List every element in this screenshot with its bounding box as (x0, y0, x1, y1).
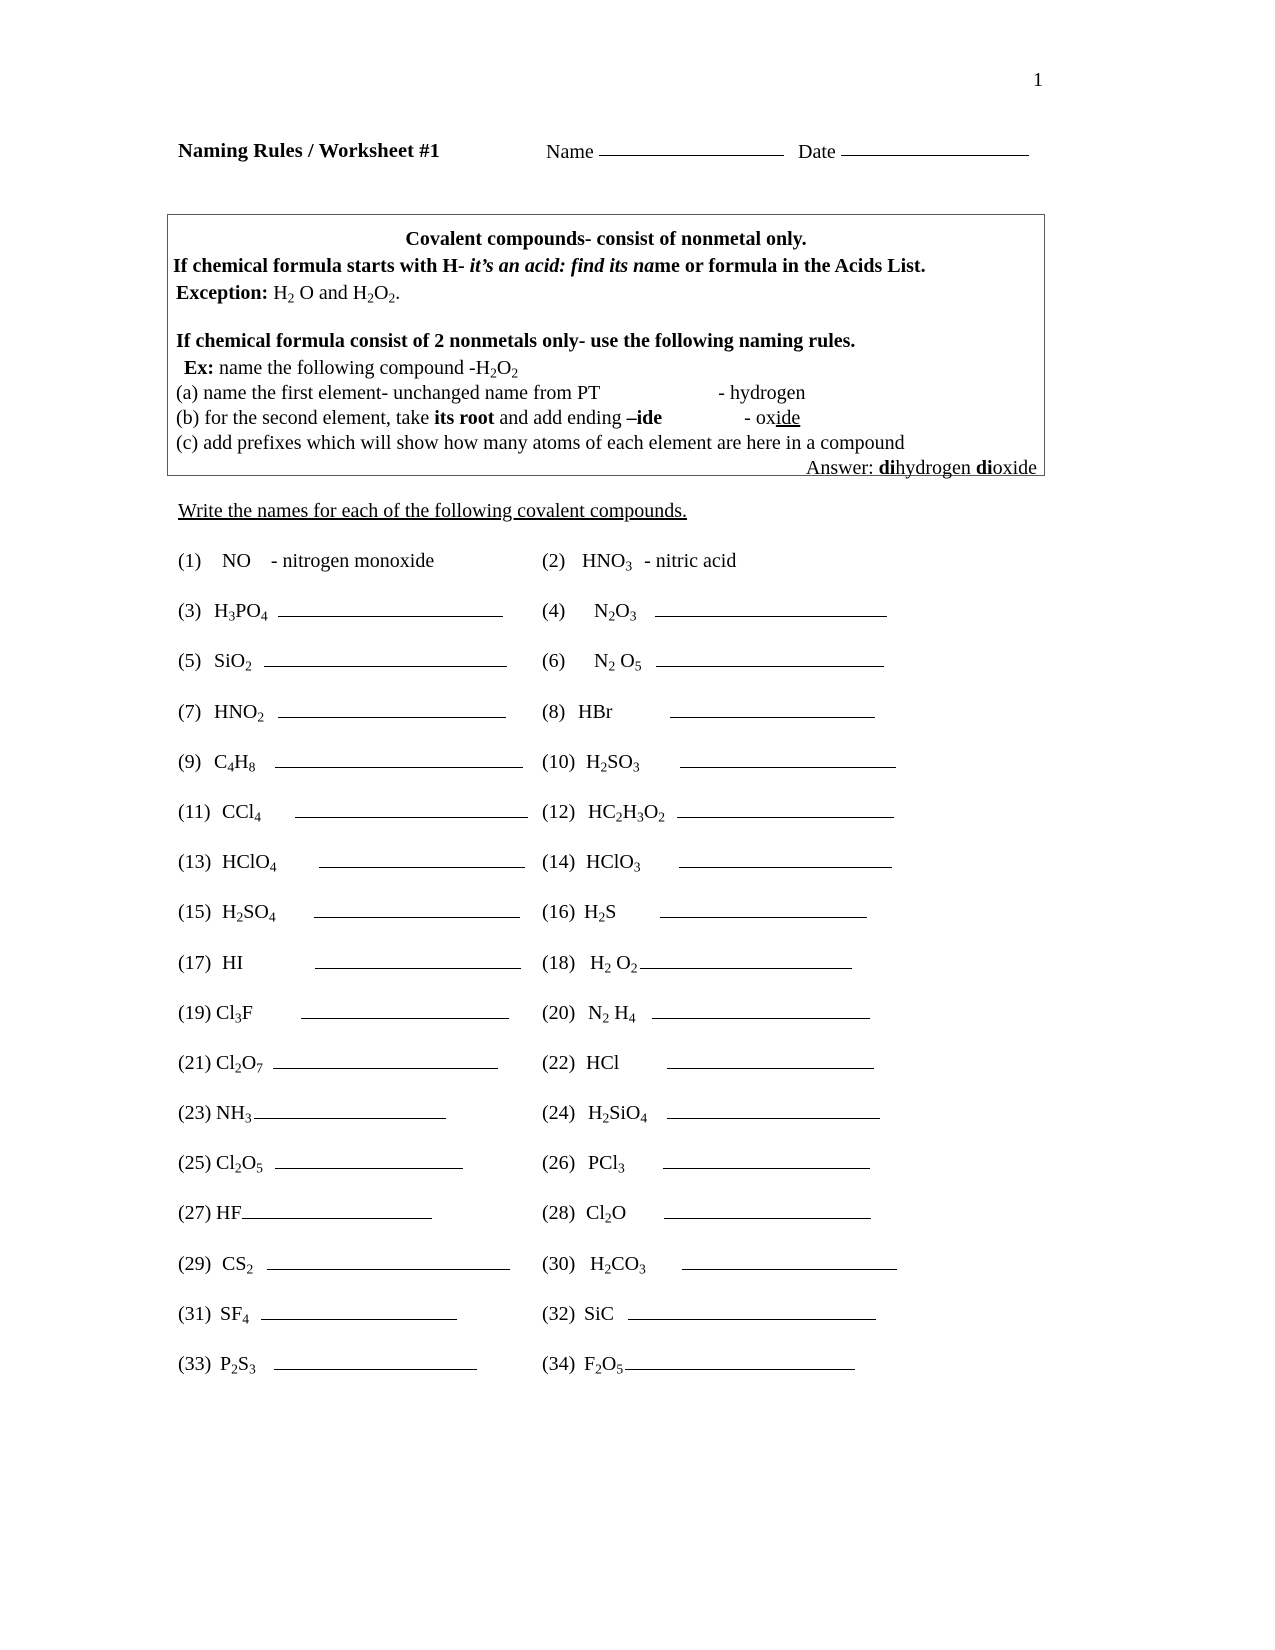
date-write-in-line[interactable] (841, 155, 1029, 156)
chemical-formula: $CS_2$ (222, 1252, 254, 1277)
question-item (178, 1150, 463, 1176)
question-item (178, 1351, 477, 1377)
answer-blank-line[interactable] (680, 752, 896, 768)
question-row (0, 950, 1275, 1000)
answer-blank-line[interactable] (640, 953, 852, 969)
chemical-formula: SiC (584, 1302, 615, 1325)
question-item (178, 699, 506, 725)
question-row (0, 1150, 1275, 1200)
exception-line (176, 281, 400, 306)
answer-blank-line[interactable] (278, 702, 506, 718)
answer-blank-line[interactable] (242, 1203, 432, 1219)
acid-rule-pre: If chemical formula starts with H- (173, 255, 470, 277)
question-number: (23) (178, 1102, 212, 1125)
chemical-formula: NO (222, 550, 251, 572)
question-row (0, 1301, 1275, 1351)
answer-blank-line[interactable] (682, 1254, 897, 1270)
question-row (0, 1351, 1275, 1401)
question-number: (4) (542, 600, 566, 623)
question-row (0, 849, 1275, 899)
example-sub-2: 2 (511, 365, 519, 381)
chemical-formula: $P_2S_3$ (220, 1353, 256, 1377)
page-number: 1 (1033, 69, 1043, 91)
example-sub-1: 2 (490, 365, 497, 381)
answer-blank-line[interactable] (655, 601, 887, 617)
question-number: (2) (542, 550, 566, 572)
question-item (178, 849, 525, 875)
chemical-formula: $HNO_2$ (214, 700, 265, 724)
question-item (542, 749, 896, 775)
date-label-text: Date (798, 141, 836, 163)
rule-b-answer-pre: - ox (744, 407, 776, 429)
answer-blank-line[interactable] (275, 752, 523, 768)
question-number: (14) (542, 851, 576, 874)
question-number: (21) (178, 1051, 212, 1074)
question-item (178, 899, 520, 925)
chemical-formula: HI (222, 951, 244, 974)
answer-label: Answer: (805, 457, 879, 479)
exception-o: O (374, 282, 389, 304)
question-number: (13) (178, 851, 212, 874)
answer-blank-line[interactable] (315, 953, 521, 969)
rule-b-answer-underline: ide (775, 407, 801, 429)
answer-blank-line[interactable] (628, 1304, 876, 1320)
question-item (178, 598, 503, 624)
chemical-formula: PCl$_3$ (588, 1152, 625, 1176)
example-text: name the following compound -H (219, 357, 491, 379)
answer-blank-line[interactable] (261, 1304, 457, 1320)
answer-blank-line[interactable] (295, 802, 528, 818)
question-row (0, 699, 1275, 749)
chemical-formula: $H_2SiO_4$ (588, 1102, 648, 1126)
question-number: (32) (542, 1302, 576, 1325)
answer-hydrogen: hydrogen (895, 457, 976, 479)
acid-rule-italic: it’s an acid: find its na (469, 255, 655, 277)
question-number: (16) (542, 901, 576, 924)
question-row (0, 598, 1275, 648)
chemical-formula: HClO$_4$ (222, 851, 277, 875)
question-item (178, 1100, 446, 1126)
question-number: (17) (178, 951, 212, 974)
rule-b-line (176, 406, 800, 431)
answer-blank-line[interactable] (314, 902, 520, 918)
question-number: (10) (542, 750, 576, 773)
question-row (0, 1050, 1275, 1100)
question-number: (20) (542, 1001, 576, 1024)
answer-blank-line[interactable] (667, 1103, 880, 1119)
question-item (178, 1301, 457, 1327)
page-title: Naming Rules / Worksheet #1 (178, 140, 441, 162)
question-number: (19) (178, 1001, 212, 1024)
chemical-formula: $N_2$ $O_5$ (594, 650, 642, 674)
chemical-formula: $F_2O_5$ (584, 1353, 624, 1377)
answer-blank-line[interactable] (267, 1254, 510, 1270)
chemical-formula: $SF_4$ (220, 1302, 250, 1327)
question-row (0, 899, 1275, 949)
exception-end: . (395, 282, 401, 304)
chemical-formula: $HNO_3$ (582, 550, 633, 574)
question-item (542, 1251, 897, 1277)
question-number: (3) (178, 600, 202, 623)
answer-blank-line[interactable] (664, 1203, 871, 1219)
exception-sub-1: 2 (287, 290, 295, 306)
chemical-formula: $N_2O_3$ (594, 600, 637, 624)
question-number: (26) (542, 1152, 576, 1175)
question-number: (33) (178, 1353, 212, 1375)
chemical-formula: $Cl_2O_5$ (216, 1152, 263, 1176)
question-number: (34) (542, 1353, 576, 1375)
example-line (184, 356, 518, 381)
question-item (178, 548, 434, 574)
chemical-formula: $Cl_2O_7$ (216, 1051, 263, 1076)
exception-mid: O and H (294, 282, 368, 304)
question-answer: - nitrogen monoxide (270, 550, 435, 572)
acid-rule-line (173, 254, 926, 279)
chemical-formula: $NH_3$ (216, 1102, 252, 1126)
question-number: (15) (178, 901, 212, 924)
answer-blank-line[interactable] (652, 1003, 870, 1019)
chemical-formula: $H_2CO_3$ (590, 1252, 646, 1277)
name-label-text: Name (546, 141, 594, 163)
question-item (178, 1050, 498, 1076)
chemical-formula: $H_2SO_4$ (222, 901, 276, 925)
answer-blank-line[interactable] (278, 601, 503, 617)
question-number: (24) (542, 1102, 576, 1125)
question-item (178, 1000, 509, 1026)
rule-a-text: (a) name the first element- unchanged name from PT (176, 382, 601, 404)
chemical-formula: HF (216, 1202, 242, 1225)
chemical-formula: $HC_2H_3O_2$ (588, 800, 666, 825)
question-item (542, 899, 867, 925)
question-item (542, 950, 852, 976)
chemical-formula: SiO$_2$ (214, 650, 252, 674)
acid-rule-post: me or formula in the Acids List. (654, 255, 926, 277)
answer-blank-line[interactable] (670, 702, 875, 718)
question-row (0, 648, 1275, 698)
answer-blank-line[interactable] (660, 902, 867, 918)
rule-a-line (176, 381, 805, 406)
question-item (542, 1351, 855, 1377)
example-answer-line (168, 456, 1044, 481)
answer-blank-line[interactable] (301, 1003, 509, 1019)
chemical-formula: $Cl_2O$ (586, 1202, 627, 1226)
question-number: (11) (178, 800, 211, 823)
rule-a-answer: - hydrogen (718, 382, 806, 404)
answer-prefix-di-1: di (878, 457, 896, 479)
question-item (542, 1100, 880, 1126)
question-item (542, 799, 894, 825)
rules-box-title: Covalent compounds- consist of nonmetal only. (405, 228, 807, 250)
exception-formula-h1: H (273, 282, 288, 304)
answer-blank-line[interactable] (625, 1354, 855, 1370)
question-item (542, 1301, 876, 1327)
question-number: (29) (178, 1252, 212, 1275)
answer-blank-line[interactable] (679, 852, 892, 868)
question-item (542, 1000, 870, 1026)
question-item (178, 648, 507, 674)
question-number: (8) (542, 700, 566, 723)
chemical-formula: $N_2$ $H_4$ (588, 1001, 636, 1026)
answer-blank-line[interactable] (319, 852, 525, 868)
question-item (542, 849, 892, 875)
question-row (0, 799, 1275, 849)
question-item (542, 598, 887, 624)
chemical-formula: HCl (586, 1051, 620, 1074)
question-item (542, 548, 736, 574)
chemical-formula: $Cl_3F$ (216, 1001, 253, 1026)
question-number: (18) (542, 951, 576, 974)
naming-rules-box (167, 214, 1045, 479)
chemical-formula: CCl$_4$ (222, 800, 262, 825)
question-item (178, 799, 528, 825)
naming-rules-heading: If chemical formula consist of 2 nonmetals only- use the following naming rules. (176, 330, 856, 352)
question-number: (28) (542, 1202, 576, 1225)
date-field-label (798, 141, 1029, 164)
answer-blank-line[interactable] (254, 1103, 446, 1119)
example-label: Ex: (184, 357, 214, 379)
question-number: (25) (178, 1152, 212, 1175)
question-number: (31) (178, 1302, 212, 1325)
chemical-formula: HBr (578, 700, 613, 723)
question-number: (12) (542, 800, 576, 823)
answer-blank-line[interactable] (273, 1053, 498, 1069)
chemical-formula: $C_4H_8$ (214, 750, 256, 775)
question-number: (6) (542, 650, 566, 673)
question-number: (7) (178, 700, 202, 723)
instruction-text: Write the names for each of the following covalent compounds. (178, 500, 688, 522)
name-field-label (546, 141, 784, 164)
question-number: (9) (178, 750, 202, 773)
example-o: O (496, 357, 512, 379)
question-number: (30) (542, 1252, 576, 1275)
questions-list (0, 548, 1275, 1401)
exception-sub-2: 2 (367, 290, 375, 306)
answer-blank-line[interactable] (663, 1153, 870, 1169)
answer-oxide: oxide (992, 457, 1037, 479)
question-answer: - nitric acid (644, 550, 737, 572)
question-item (542, 1200, 871, 1226)
question-row (0, 749, 1275, 799)
answer-blank-line[interactable] (274, 1354, 477, 1370)
question-row (0, 1251, 1275, 1301)
question-item (178, 950, 521, 976)
rule-c-line: (c) add prefixes which will show how many atoms of each element are here in a compound (176, 432, 905, 454)
chemical-formula: $H_2SO_3$ (586, 750, 640, 775)
exception-sub-3: 2 (388, 290, 396, 306)
question-item (178, 1200, 432, 1226)
question-number: (5) (178, 650, 202, 673)
question-number: (27) (178, 1202, 212, 1225)
question-number: (22) (542, 1051, 576, 1074)
question-number: (1) (178, 550, 202, 572)
question-item (542, 699, 875, 725)
name-write-in-line[interactable] (599, 155, 784, 156)
rule-b-bold-ide: –ide (626, 407, 663, 429)
question-row (0, 1000, 1275, 1050)
answer-blank-line[interactable] (667, 1053, 874, 1069)
question-item (542, 648, 884, 674)
question-row (0, 1200, 1275, 1250)
rule-b-bold-its-root: its root (434, 407, 495, 429)
answer-blank-line[interactable] (656, 651, 884, 667)
question-row (0, 1100, 1275, 1150)
question-item (178, 1251, 510, 1277)
question-row (0, 548, 1275, 598)
chemical-formula: HClO$_3$ (586, 851, 641, 875)
answer-blank-line[interactable] (264, 651, 507, 667)
rule-b-mid: and add ending (494, 407, 627, 429)
answer-blank-line[interactable] (275, 1153, 463, 1169)
question-item (542, 1150, 870, 1176)
answer-prefix-di-2: di (975, 457, 993, 479)
rule-b-pre: (b) for the second element, take (176, 407, 435, 429)
exception-label: Exception: (176, 282, 269, 304)
chemical-formula: $H_3PO_4$ (214, 600, 268, 624)
question-item (542, 1050, 874, 1076)
worksheet-header (178, 140, 1048, 168)
chemical-formula: $H_2$ $O_2$ (590, 951, 638, 975)
answer-blank-line[interactable] (677, 802, 894, 818)
chemical-formula: $H_2S$ (584, 901, 617, 925)
question-item (178, 749, 523, 775)
